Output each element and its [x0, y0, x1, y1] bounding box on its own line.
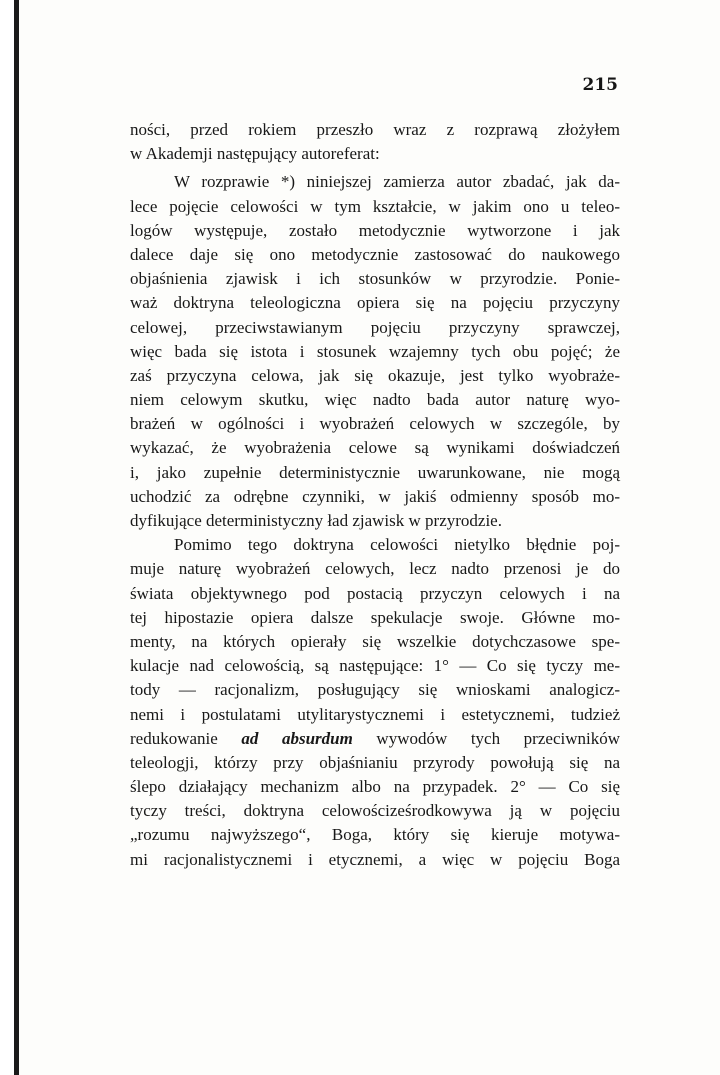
- text-line: menty, na których opierały się wszelkie dotychczasowe spe-: [130, 631, 620, 651]
- text-line: „rozumu najwyższego“, Boga, który się kieruje motywa-: [130, 825, 620, 845]
- text-line: teleologji, którzy przy objaśnianiu przyrody powołują się na: [130, 752, 620, 772]
- text-line: ności, przed rokiem przeszło wraz z rozprawą złożyłem: [130, 120, 620, 139]
- text-line: tej hipostazie opiera dalsze spekulacje swoje. Główne mo-: [130, 607, 620, 627]
- text-line: dalece daje się ono metodycznie zastosować do naukowego: [130, 244, 620, 264]
- text-line: lece pojęcie celowości w tym kształcie, w jakim ono u teleo-: [130, 196, 620, 216]
- text-line: wykazać, że wyobrażenia celowe są wynikami doświadczeń: [130, 438, 620, 458]
- text-line: uchodzić za odrębne czynniki, w jakiś odmienny sposób mo-: [130, 486, 620, 506]
- text-line: zaś przyczyna celowa, jak się okazuje, jest tylko wyobraże-: [130, 365, 620, 385]
- text-line: waż doktryna teleologiczna opiera się na pojęciu przyczyny: [130, 293, 620, 313]
- text-line: niem celowym skutku, więc nadto bada autor naturę wyo-: [130, 390, 620, 410]
- text-line: muje naturę wyobrażeń celowych, lecz nadto przenosi je do: [130, 559, 620, 579]
- body-text: [130, 118, 620, 872]
- text-line: celowej, przeciwstawianym pojęciu przyczyny sprawczej,: [130, 317, 620, 337]
- text-line: ślepo działający mechanizm albo na przypadek. 2° — Co się: [130, 777, 620, 797]
- text-line: kulacje nad celowością, są następujące: 1° — Co się tyczy me-: [130, 656, 620, 676]
- text-line: nemi i postulatami utylitarystycznemi i estetycznemi, tudzież: [130, 704, 620, 724]
- text-line: tyczy treści, doktryna celowościześrodkowywa ją w pojęciu: [130, 801, 620, 821]
- text-line: redukowanie ad absurdum wywodów tych przeciwników: [130, 728, 620, 748]
- text-line: logów występuje, zostało metodycznie wytworzone i jak: [130, 220, 620, 240]
- text-line: więc bada się istota i stosunek wzajemny tych obu pojęć; że: [130, 341, 620, 361]
- text-line: dyfikujące deterministyczny ład zjawisk w przyrodzie.: [130, 511, 502, 530]
- text-line: W rozprawie *) niniejszej zamierza autor zbadać, jak da-: [174, 172, 620, 192]
- page-binding-edge: [0, 0, 19, 1075]
- text-line: mi racjonalistycznemi i etycznemi, a więc w pojęciu Boga: [130, 849, 620, 869]
- text-line: świata objektywnego pod postacią przyczyn celowych i na: [130, 583, 620, 603]
- text-line: i, jako zupełnie deterministycznie uwarunkowane, nie mogą: [130, 462, 620, 482]
- page-number: 215: [582, 75, 618, 95]
- text-line: Pomimo tego doktryna celowości nietylko błędnie poj-: [174, 535, 620, 555]
- text-line: tody — racjonalizm, posługujący się wnioskami analogicz-: [130, 680, 620, 700]
- text-line: objaśnienia zjawisk i ich stosunków w przyrodzie. Ponie-: [130, 269, 620, 289]
- text-line: brażeń w ogólności i wyobrażeń celowych w szczególe, by: [130, 414, 620, 434]
- text-line: w Akademji następujący autoreferat:: [130, 144, 380, 164]
